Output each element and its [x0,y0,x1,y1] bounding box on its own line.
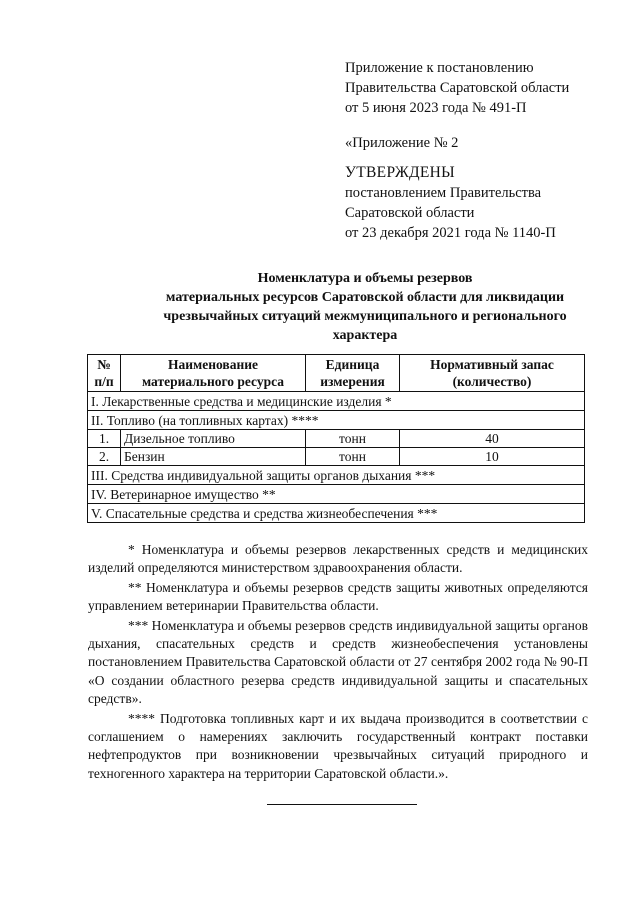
title-line-3: чрезвычайных ситуаций межмуниципального и регионального [163,309,567,324]
row-qty: 10 [400,448,585,466]
closing-rule [267,804,417,805]
header-qty: Нормативный запас (количество) [400,355,585,392]
document-title [100,269,630,345]
appendix-line-1: Приложение к постановлению [345,60,534,76]
footnotes [88,541,588,784]
row-unit: тонн [306,430,400,448]
footnote-2: ** Номенклатура и объемы резервов средств защиты животных определяются управлением ветеринарии Правительства области. [88,579,588,614]
section-row [88,392,585,411]
row-qty: 40 [400,430,585,448]
row-num: 1. [88,430,121,448]
appendix-number: «Приложение № 2 [345,135,459,151]
table-row [88,430,585,448]
section-rescue: V. Спасательные средства и средства жизнеобеспечения *** [88,504,585,523]
table-header-row [88,355,585,392]
footnote-1: * Номенклатура и объемы резервов лекарственных средств и медицинских изделий определяются министерством здравоохранения области. [88,542,588,576]
section-fuel: II. Топливо (на топливных картах) **** [88,411,585,430]
title-line-1: Номенклатура и объемы резервов [257,271,473,286]
footnote-4: **** Подготовка топливных карт и их выдача производится в соответствии с соглашением о намерениях заключить государственный контракт поставки нефтепродуктов при возникновении чрезвычайных ситуаций природного и техногенного характера на территории Саратовской области.». [88,710,588,781]
approval-line-2: Саратовской области [345,205,475,221]
section-row [88,485,585,504]
appendix-header [345,58,569,118]
title-line-2: материальных ресурсов Саратовской области для ликвидации [165,290,565,305]
table-row [88,448,585,466]
header-num: № п/п [88,355,121,392]
reserves-table [87,354,585,523]
section-respiratory: III. Средства индивидуальной защиты органов дыхания *** [88,466,585,485]
section-row [88,504,585,523]
appendix-line-2: Правительства Саратовской области [345,80,570,96]
approval-heading: УТВЕРЖДЕНЫ [345,164,455,181]
section-row [88,411,585,430]
approval-line-1: постановлением Правительства [345,185,542,201]
appendix-line-3: от 5 июня 2023 года № 491-П [345,100,527,116]
row-name: Бензин [121,448,306,466]
section-row [88,466,585,485]
approval-line-3: от 23 декабря 2021 года № 1140-П [345,225,556,241]
row-name: Дизельное топливо [121,430,306,448]
header-unit: Единица измерения [306,355,400,392]
section-veterinary: IV. Ветеринарное имущество ** [88,485,585,504]
approval-block [345,163,556,243]
footnote-3: *** Номенклатура и объемы резервов средств индивидуальной защиты органов дыхания, спасательных средств и средств жизнеобеспечения установлены постановлением Правительства Саратовской области от 27 сентября 2002 года № 90-П «О создании областного резерва средств индивидуальной защиты и спасательных средств». [88,617,588,707]
title-line-4: характера [332,328,398,343]
row-num: 2. [88,448,121,466]
row-unit: тонн [306,448,400,466]
section-medicines: I. Лекарственные средства и медицинские изделия * [88,392,585,411]
header-name: Наименование материального ресурса [121,355,306,392]
